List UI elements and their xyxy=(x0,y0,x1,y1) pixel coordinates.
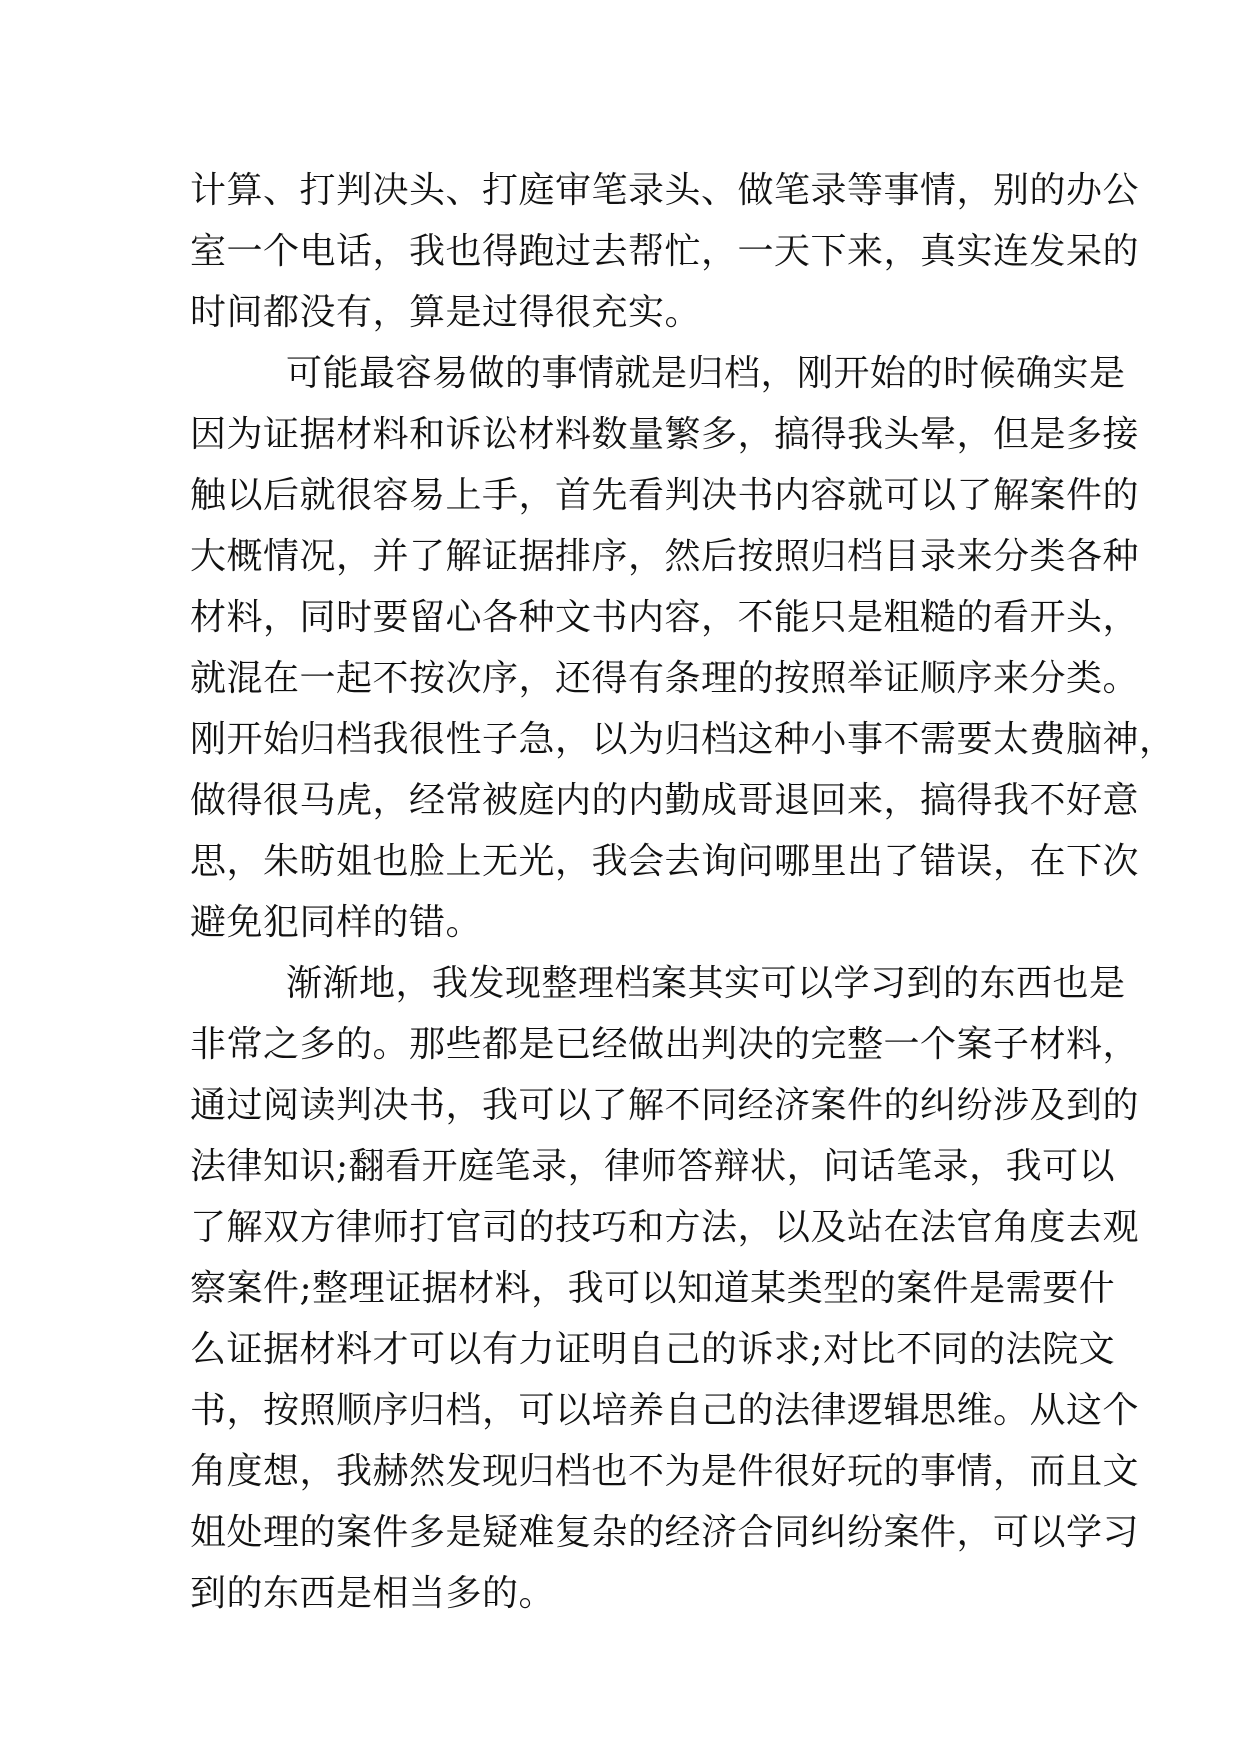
paragraph-3-line-8: 书，按照顺序归档，可以培养自己的法律逻辑思维。从这个 xyxy=(190,1390,1140,1431)
paragraph-2-line-6: 就混在一起不按次序，还得有条理的按照举证顺序来分类。 xyxy=(190,658,1140,699)
paragraph-2-line-1: 可能最容易做的事情就是归档，刚开始的时候确实是 xyxy=(286,353,1126,394)
paragraph-1-line-1: 计算、打判决头、打庭审笔录头、做笔录等事情，别的办公 xyxy=(190,170,1140,211)
paragraph-2-line-2: 因为证据材料和诉讼材料数量繁多，搞得我头晕，但是多接 xyxy=(190,414,1140,455)
paragraph-3-line-10: 姐处理的案件多是疑难复杂的经济合同纠纷案件，可以学习 xyxy=(190,1512,1140,1553)
paragraph-3-line-3: 通过阅读判决书，我可以了解不同经济案件的纠纷涉及到的 xyxy=(190,1085,1140,1126)
paragraph-1-line-3: 时间都没有，算是过得很充实。 xyxy=(190,292,702,333)
paragraph-2-line-9: 思，朱昉姐也脸上无光，我会去询问哪里出了错误，在下次 xyxy=(190,841,1140,882)
paragraph-3-line-6: 察案件;整理证据材料，我可以知道某类型的案件是需要什 xyxy=(190,1268,1116,1309)
paragraph-3-line-2: 非常之多的。那些都是已经做出判决的完整一个案子材料， xyxy=(190,1024,1140,1065)
paragraph-3-line-4: 法律知识;翻看开庭笔录，律师答辩状，问话笔录，我可以 xyxy=(190,1146,1116,1187)
paragraph-2-line-10: 避免犯同样的错。 xyxy=(190,902,483,943)
paragraph-2-line-5: 材料，同时要留心各种文书内容，不能只是粗糙的看开头， xyxy=(190,597,1140,638)
paragraph-3-line-11: 到的东西是相当多的。 xyxy=(190,1573,556,1614)
document-body xyxy=(190,160,1176,1624)
paragraph-3-line-9: 角度想，我赫然发现归档也不为是件很好玩的事情，而且文 xyxy=(190,1451,1140,1492)
paragraph-3-line-7: 么证据材料才可以有力证明自己的诉求;对比不同的法院文 xyxy=(190,1329,1116,1370)
paragraph-2-line-4: 大概情况，并了解证据排序，然后按照归档目录来分类各种 xyxy=(190,536,1140,577)
paragraph-1-line-2: 室一个电话，我也得跑过去帮忙，一天下来，真实连发呆的 xyxy=(190,231,1140,272)
paragraph-3-line-1: 渐渐地，我发现整理档案其实可以学习到的东西也是 xyxy=(286,963,1126,1004)
paragraph-2-line-7: 刚开始归档我很性子急，以为归档这种小事不需要太费脑神， xyxy=(190,719,1176,760)
paragraph-2-line-3: 触以后就很容易上手，首先看判决书内容就可以了解案件的 xyxy=(190,475,1140,516)
paragraph-2-line-8: 做得很马虎，经常被庭内的内勤成哥退回来，搞得我不好意 xyxy=(190,780,1140,821)
paragraph-3-line-5: 了解双方律师打官司的技巧和方法，以及站在法官角度去观 xyxy=(190,1207,1140,1248)
